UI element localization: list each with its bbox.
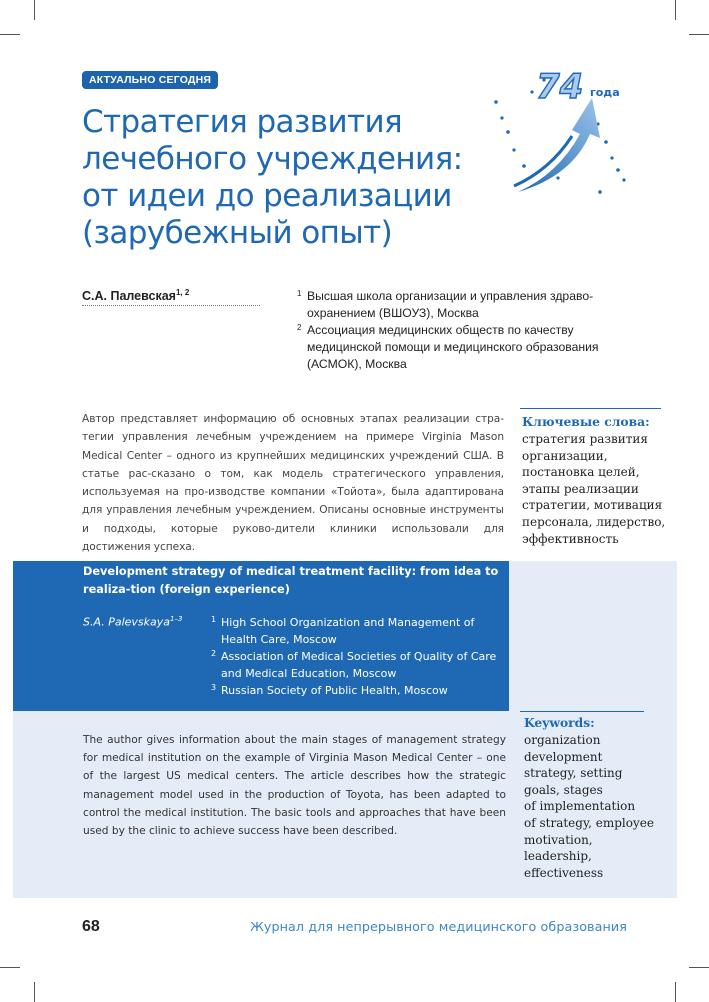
keyword-line: effectiveness: [524, 865, 604, 880]
crop-mark: [689, 34, 709, 35]
affiliation-text: Association of Medical Societies of Quality of Care and Medical Education, Moscow: [221, 650, 497, 680]
english-author-name: S.A. Palevskaya: [83, 615, 171, 629]
abstract-en: The author gives information about the main stages of management strategy for medical institution on the example of Virginia Mason Medical Center – one of the largest US medical centers. The article describes how the strategic management model used in the production of Toyota, has been adapted to control the medical institution. The basic tools and approaches that have been used by the clinic to achieve success have been described.: [83, 734, 506, 838]
title-line: от идеи до реализации: [82, 178, 452, 214]
abstract-ru: Автор представляет информацию об основных этапах реализации стра-тегии управления лечебным учреждением на примере Virginia Mason Medical Center – одного из крупнейших медицинских учреждений США. В статье рас-сказано о том, как модель стратегического управления, используемая на про-изводстве компании «Тойота», была адаптирована для управления лечебным учреждением. Описаны основные инструменты и подходы, которые руково-дители клиники использовали для достижения успеха.: [82, 413, 504, 554]
journal-name: Журнал для непрерывного медицинского образования: [250, 919, 627, 934]
affiliation-number: 2: [211, 649, 217, 658]
crop-mark: [0, 967, 20, 968]
keyword-line: motivation,: [524, 832, 593, 847]
section-badge: АКТУАЛЬНО СЕГОДНЯ: [82, 71, 218, 89]
affiliation-item: [211, 648, 506, 682]
keyword-line: of strategy, employee: [524, 815, 654, 830]
keyword-line: постановка целей,: [522, 465, 640, 480]
affiliation-number: 1: [211, 615, 217, 624]
keywords-ru-divider: [520, 408, 661, 409]
keyword-line: этапы реализации: [522, 481, 639, 496]
affiliation-item: [297, 288, 637, 322]
english-author-superscript: 1–3: [170, 615, 183, 623]
affiliation-text: Высшая школа организации и управления здраво-охранением (ВШОУЗ), Москва: [307, 289, 594, 320]
keywords-en-divider: [520, 711, 644, 712]
crop-mark: [34, 982, 35, 1002]
title-line: лечебного учреждения:: [82, 141, 463, 177]
author-superscript: 1, 2: [175, 288, 190, 297]
title-line: Стратегия развития: [82, 104, 403, 140]
affiliation-text: High School Organization and Management of Health Care, Moscow: [221, 616, 475, 646]
affiliation-text: Russian Society of Public Health, Moscow: [221, 684, 448, 697]
affiliation-item: [297, 322, 637, 373]
logo-number: 74: [536, 67, 584, 107]
keyword-line: стратегии, мотивация: [522, 498, 663, 513]
affiliations-en: [211, 614, 506, 699]
title-line: (зарубежный опыт): [82, 215, 393, 251]
keyword-line: эффективность: [522, 531, 619, 546]
keyword-line: leadership,: [524, 849, 592, 864]
crop-mark: [675, 0, 676, 20]
affiliation-item: [211, 614, 506, 648]
keyword-line: development: [524, 749, 603, 764]
keywords-en-list: [524, 732, 654, 881]
crop-mark: [675, 982, 676, 1002]
keyword-line: goals, stages: [524, 782, 603, 797]
keywords-ru-list: [522, 431, 665, 547]
author-name-text: С.А. Палевская: [82, 289, 176, 304]
keyword-line: персонала, лидерство,: [522, 514, 666, 529]
affiliations-ru: [297, 288, 637, 373]
keywords-en-title: Keywords:: [524, 715, 595, 730]
affiliation-number: 1: [297, 289, 302, 298]
affiliation-number: 3: [211, 683, 217, 692]
page-number: 68: [82, 918, 100, 935]
crop-mark: [0, 34, 20, 35]
affiliation-text: Ассоциация медицинских обществ по качеству медицинской помощи и медицинского образования (АСМОК), Москва: [307, 323, 599, 371]
english-author: [83, 615, 182, 629]
anniversary-logo: [488, 62, 648, 202]
keyword-line: организации,: [522, 448, 608, 463]
affiliation-number: 2: [297, 323, 302, 332]
english-title: Development strategy of medical treatment facility: from idea to realiza-tion (foreign experience): [83, 565, 499, 596]
crop-mark: [689, 967, 709, 968]
logo-word: года: [590, 86, 620, 99]
affiliation-item: [211, 682, 506, 699]
author-divider: [82, 305, 260, 306]
author-name: [82, 288, 189, 303]
crop-mark: [34, 0, 35, 20]
keyword-line: strategy, setting: [524, 766, 623, 781]
keyword-line: стратегия развития: [522, 432, 648, 446]
keyword-line: of implementation: [524, 799, 636, 814]
article-title: [82, 104, 502, 252]
keyword-line: organization: [524, 733, 601, 747]
keywords-ru-title: Ключевые слова:: [522, 414, 650, 429]
